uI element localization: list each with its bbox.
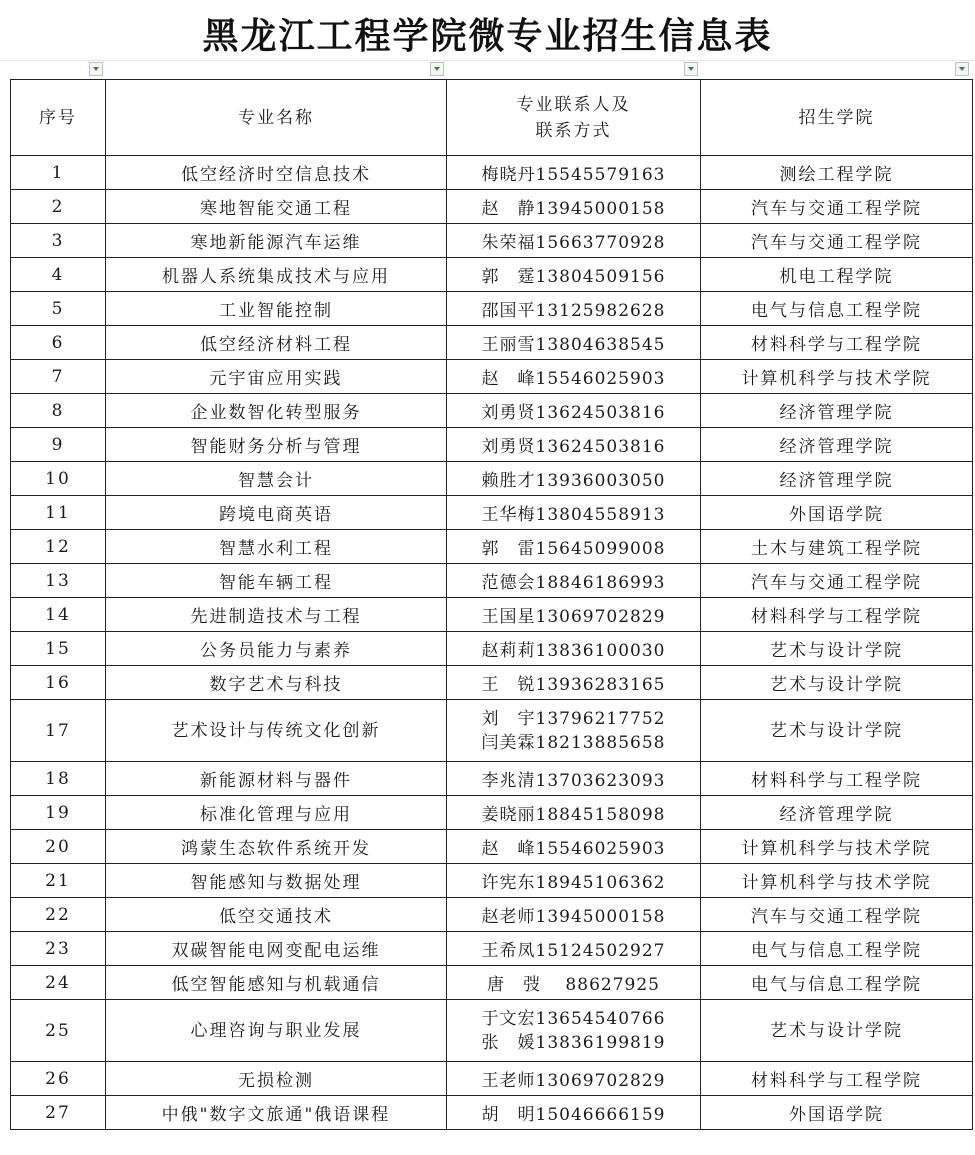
table-row	[11, 530, 973, 564]
cell-contact[interactable]	[447, 898, 701, 932]
cell-contact[interactable]	[447, 1062, 701, 1096]
cell-name[interactable]: 智能车辆工程	[106, 564, 447, 598]
contact-line: 刘勇贤13624503816	[481, 403, 666, 423]
cell-contact[interactable]	[447, 1000, 701, 1062]
cell-index[interactable]: 24	[11, 966, 106, 1000]
cell-contact[interactable]	[447, 496, 701, 530]
cell-index[interactable]: 18	[11, 762, 106, 796]
cell-name[interactable]: 鸿蒙生态软件系统开发	[106, 830, 447, 864]
table-row	[11, 224, 973, 258]
contact-line: 邵国平13125982628	[481, 301, 666, 321]
cell-name[interactable]: 工业智能控制	[106, 292, 447, 326]
cell-index[interactable]: 4	[11, 258, 106, 292]
cell-name[interactable]: 智能财务分析与管理	[106, 428, 447, 462]
filter-dropdown-icon[interactable]	[684, 62, 698, 76]
cell-index[interactable]: 20	[11, 830, 106, 864]
cell-college[interactable]: 材料科学与工程学院	[701, 598, 973, 632]
cell-contact[interactable]	[447, 156, 701, 190]
header-name[interactable]: 专业名称	[106, 80, 447, 156]
cell-contact[interactable]	[447, 530, 701, 564]
contact-line: 朱荣福15663770928	[481, 233, 666, 253]
cell-college[interactable]: 材料科学与工程学院	[701, 1062, 973, 1096]
cell-college[interactable]: 电气与信息工程学院	[701, 932, 973, 966]
cell-contact[interactable]	[447, 632, 701, 666]
contact-line: 赖胜才13936003050	[481, 471, 666, 491]
cell-contact[interactable]	[447, 932, 701, 966]
table-row	[11, 796, 973, 830]
contact-line: 于文宏13654540766	[481, 1008, 666, 1029]
contact-line: 郭 霆13804509156	[481, 267, 666, 287]
cell-college[interactable]: 经济管理学院	[701, 462, 973, 496]
cell-name[interactable]: 低空交通技术	[106, 898, 447, 932]
cell-name[interactable]: 智慧会计	[106, 462, 447, 496]
cell-contact[interactable]	[447, 864, 701, 898]
contact-line: 王老师13069702829	[481, 1071, 666, 1091]
cell-college[interactable]: 艺术与设计学院	[701, 632, 973, 666]
cell-name[interactable]: 寒地智能交通工程	[106, 190, 447, 224]
contact-line: 赵老师13945000158	[481, 907, 666, 927]
cell-contact[interactable]	[447, 360, 701, 394]
cell-college[interactable]: 经济管理学院	[701, 796, 973, 830]
cell-contact[interactable]	[447, 394, 701, 428]
table-row	[11, 258, 973, 292]
cell-name[interactable]: 低空经济时空信息技术	[106, 156, 447, 190]
table-row	[11, 632, 973, 666]
cell-name[interactable]: 低空经济材料工程	[106, 326, 447, 360]
table-row	[11, 462, 973, 496]
cell-index[interactable]: 15	[11, 632, 106, 666]
contact-line: 梅晓丹15545579163	[481, 165, 666, 185]
cell-index[interactable]: 6	[11, 326, 106, 360]
cell-name[interactable]: 寒地新能源汽车运维	[106, 224, 447, 258]
table-row	[11, 496, 973, 530]
cell-contact[interactable]	[447, 564, 701, 598]
contact-line: 赵 静13945000158	[481, 199, 666, 219]
table-row	[11, 762, 973, 796]
contact-line: 王华梅13804558913	[481, 505, 666, 525]
cell-index[interactable]: 21	[11, 864, 106, 898]
cell-college[interactable]: 经济管理学院	[701, 428, 973, 462]
contact-line: 姜晓丽18845158098	[481, 805, 666, 825]
header-index[interactable]: 序号	[11, 80, 106, 156]
cell-college[interactable]: 汽车与交通工程学院	[701, 564, 973, 598]
cell-name[interactable]: 标准化管理与应用	[106, 796, 447, 830]
table-row	[11, 666, 973, 700]
cell-contact[interactable]	[447, 830, 701, 864]
contact-line: 刘勇贤13624503816	[481, 437, 666, 457]
cell-name[interactable]: 新能源材料与器件	[106, 762, 447, 796]
cell-index[interactable]: 13	[11, 564, 106, 598]
cell-index[interactable]: 2	[11, 190, 106, 224]
contact-line: 范德会18846186993	[481, 573, 666, 593]
cell-contact[interactable]	[447, 190, 701, 224]
cell-contact[interactable]	[447, 292, 701, 326]
cell-index[interactable]: 11	[11, 496, 106, 530]
cell-college[interactable]: 计算机科学与技术学院	[701, 360, 973, 394]
cell-college[interactable]: 艺术与设计学院	[701, 700, 973, 762]
table-row	[11, 360, 973, 394]
cell-college[interactable]: 电气与信息工程学院	[701, 292, 973, 326]
cell-contact[interactable]	[447, 428, 701, 462]
contact-line: 闫美霖18213885658	[481, 732, 666, 753]
table-row	[11, 190, 973, 224]
table-row	[11, 864, 973, 898]
cell-college[interactable]: 外国语学院	[701, 496, 973, 530]
cell-college[interactable]: 汽车与交通工程学院	[701, 190, 973, 224]
cell-index[interactable]: 25	[11, 1000, 106, 1062]
cell-index[interactable]: 22	[11, 898, 106, 932]
cell-contact[interactable]	[447, 666, 701, 700]
contact-line: 王丽雪13804638545	[481, 335, 666, 355]
contact-line: 胡 明15046666159	[481, 1105, 666, 1125]
filter-dropdown-icon[interactable]	[955, 62, 969, 76]
table-row	[11, 156, 973, 190]
enrollment-table	[10, 79, 973, 1130]
cell-index[interactable]: 9	[11, 428, 106, 462]
cell-index[interactable]: 8	[11, 394, 106, 428]
cell-name[interactable]: 元宇宙应用实践	[106, 360, 447, 394]
cell-contact[interactable]	[447, 258, 701, 292]
table-row	[11, 428, 973, 462]
contact-line: 唐 弢 88627925	[487, 975, 660, 995]
cell-index[interactable]: 10	[11, 462, 106, 496]
cell-college[interactable]: 机电工程学院	[701, 258, 973, 292]
cell-name[interactable]: 先进制造技术与工程	[106, 598, 447, 632]
cell-contact[interactable]	[447, 796, 701, 830]
cell-contact[interactable]	[447, 326, 701, 360]
contact-line: 王希凤15124502927	[481, 941, 666, 961]
cell-contact[interactable]	[447, 966, 701, 1000]
table-row	[11, 830, 973, 864]
cell-college[interactable]: 材料科学与工程学院	[701, 326, 973, 360]
header-row	[11, 80, 973, 156]
cell-contact[interactable]	[447, 462, 701, 496]
cell-name[interactable]: 低空智能感知与机载通信	[106, 966, 447, 1000]
table-row	[11, 598, 973, 632]
cell-contact[interactable]	[447, 700, 701, 762]
header-college[interactable]: 招生学院	[701, 80, 973, 156]
cell-college[interactable]: 汽车与交通工程学院	[701, 898, 973, 932]
cell-college[interactable]: 经济管理学院	[701, 394, 973, 428]
cell-college[interactable]: 测绘工程学院	[701, 156, 973, 190]
cell-name[interactable]: 中俄"数字文旅通"俄语课程	[106, 1096, 447, 1130]
cell-index[interactable]: 14	[11, 598, 106, 632]
contact-line: 赵 峰15546025903	[481, 369, 666, 389]
cell-college[interactable]: 艺术与设计学院	[701, 1000, 973, 1062]
cell-name[interactable]: 无损检测	[106, 1062, 447, 1096]
cell-name[interactable]: 机器人系统集成技术与应用	[106, 258, 447, 292]
contact-line: 张 媛13836199819	[481, 1032, 666, 1053]
table-row	[11, 292, 973, 326]
filter-dropdown-icon[interactable]	[430, 62, 444, 76]
cell-name[interactable]: 跨境电商英语	[106, 496, 447, 530]
cell-college[interactable]: 汽车与交通工程学院	[701, 224, 973, 258]
contact-line: 李兆清13703623093	[481, 771, 666, 791]
cell-index[interactable]: 3	[11, 224, 106, 258]
cell-index[interactable]: 19	[11, 796, 106, 830]
table-row	[11, 1000, 973, 1062]
cell-name[interactable]: 企业数智化转型服务	[106, 394, 447, 428]
table-row	[11, 898, 973, 932]
cell-name[interactable]: 双碳智能电网变配电运维	[106, 932, 447, 966]
cell-index[interactable]: 27	[11, 1096, 106, 1130]
contact-line: 刘 宇13796217752	[481, 708, 666, 729]
table-row	[11, 326, 973, 360]
cell-contact[interactable]	[447, 762, 701, 796]
cell-contact[interactable]	[447, 598, 701, 632]
cell-college[interactable]: 电气与信息工程学院	[701, 966, 973, 1000]
contact-line: 赵 峰15546025903	[481, 839, 666, 859]
cell-contact[interactable]	[447, 1096, 701, 1130]
table-row	[11, 1062, 973, 1096]
cell-index[interactable]: 23	[11, 932, 106, 966]
cell-index[interactable]: 16	[11, 666, 106, 700]
table-row	[11, 394, 973, 428]
header-contact[interactable]	[447, 80, 701, 156]
cell-college[interactable]: 外国语学院	[701, 1096, 973, 1130]
header-contact-line2: 联系方式	[535, 120, 612, 141]
cell-index[interactable]: 1	[11, 156, 106, 190]
contact-line: 王 锐13936283165	[481, 675, 666, 695]
cell-name[interactable]: 智慧水利工程	[106, 530, 447, 564]
cell-index[interactable]: 5	[11, 292, 106, 326]
cell-index[interactable]: 7	[11, 360, 106, 394]
table-row	[11, 966, 973, 1000]
header-contact-line1: 专业联系人及	[516, 94, 631, 115]
contact-line: 郭 雷15645099008	[481, 539, 666, 559]
cell-index[interactable]: 12	[11, 530, 106, 564]
cell-name[interactable]: 数字艺术与科技	[106, 666, 447, 700]
cell-name[interactable]: 心理咨询与职业发展	[106, 1000, 447, 1062]
cell-college[interactable]: 计算机科学与技术学院	[701, 864, 973, 898]
cell-college[interactable]: 材料科学与工程学院	[701, 762, 973, 796]
cell-index[interactable]: 26	[11, 1062, 106, 1096]
filter-dropdown-icon[interactable]	[89, 62, 103, 76]
contact-line: 王国星13069702829	[481, 607, 666, 627]
table-row	[11, 700, 973, 762]
contact-line: 许宪东18945106362	[481, 873, 666, 893]
cell-contact[interactable]	[447, 224, 701, 258]
cell-name[interactable]: 公务员能力与素养	[106, 632, 447, 666]
cell-index[interactable]: 17	[11, 700, 106, 762]
table-row	[11, 932, 973, 966]
filter-row	[0, 60, 975, 79]
table-row	[11, 1096, 973, 1130]
table-row	[11, 564, 973, 598]
cell-college[interactable]: 土木与建筑工程学院	[701, 530, 973, 564]
cell-college[interactable]: 艺术与设计学院	[701, 666, 973, 700]
cell-name[interactable]: 智能感知与数据处理	[106, 864, 447, 898]
page-title: 黑龙江工程学院微专业招生信息表	[202, 16, 773, 57]
cell-college[interactable]: 计算机科学与技术学院	[701, 830, 973, 864]
cell-name[interactable]: 艺术设计与传统文化创新	[106, 700, 447, 762]
contact-line: 赵莉莉13836100030	[481, 641, 666, 661]
